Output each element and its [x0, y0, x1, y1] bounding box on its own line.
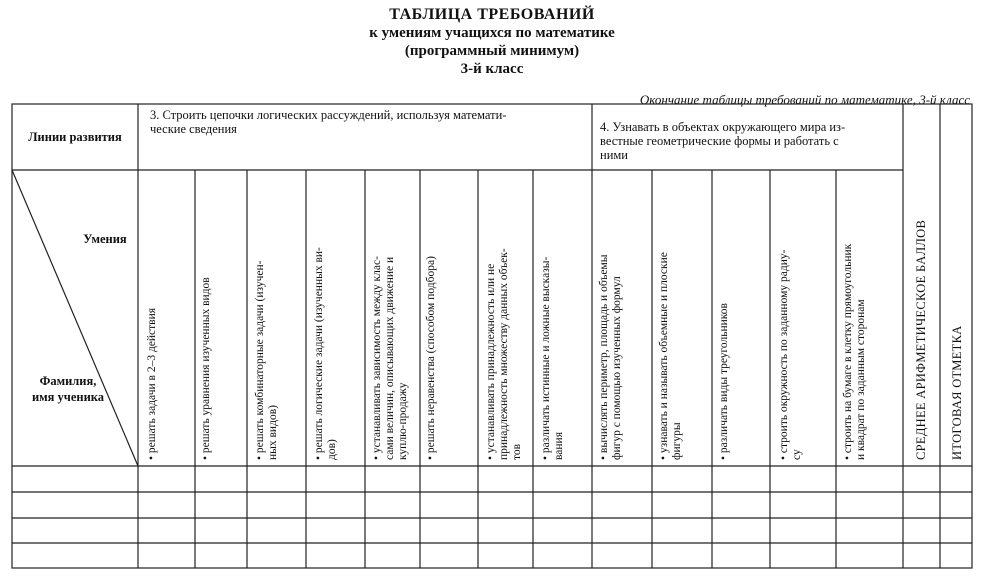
skill-column-4-2	[658, 252, 684, 460]
skill-column-4-1	[598, 255, 624, 460]
score-cell[interactable]	[479, 493, 532, 517]
skill-column-3-6	[425, 256, 438, 460]
score-cell[interactable]	[307, 519, 364, 542]
page-subtitle: к умениям учащихся по математике	[369, 25, 615, 41]
score-cell[interactable]	[366, 519, 419, 542]
average-score-column-label: СРЕДНЕЕ АРИФМЕТИЧЕСКОЕ БАЛЛОВ	[914, 219, 928, 460]
score-cell[interactable]	[196, 519, 246, 542]
score-cell[interactable]	[653, 544, 711, 567]
score-cell[interactable]	[479, 467, 532, 491]
score-cell[interactable]	[653, 467, 711, 491]
score-cell[interactable]	[196, 544, 246, 567]
skill-text-line: куплю-продажу	[397, 382, 409, 460]
score-cell[interactable]	[248, 493, 305, 517]
score-cell[interactable]	[248, 519, 305, 542]
score-cell[interactable]	[534, 493, 591, 517]
skill-text-line: • устанавливать зависимость между клас-	[371, 256, 383, 460]
score-cell[interactable]	[904, 519, 939, 542]
page-subtitle-program: (программный минимум)	[404, 43, 580, 59]
score-cell[interactable]	[421, 544, 477, 567]
score-cell[interactable]	[941, 493, 971, 517]
student-name-label-1: Фамилия,	[39, 374, 97, 388]
score-cell[interactable]	[837, 519, 902, 542]
score-cell[interactable]	[366, 467, 419, 491]
score-cell[interactable]	[421, 519, 477, 542]
group-4-header-line3: ними	[600, 148, 628, 162]
score-cell[interactable]	[307, 544, 364, 567]
skill-text-line: • устанавливать принадлежность или не	[485, 263, 497, 460]
skill-text-line: сами величин, описывающих движение и	[384, 256, 396, 460]
score-cell[interactable]	[593, 519, 651, 542]
student-name-cell[interactable]	[13, 519, 137, 542]
group-3-header	[150, 108, 590, 136]
skill-text-line: • решать задачи в 2–3 действия	[146, 307, 158, 460]
score-cell[interactable]	[421, 467, 477, 491]
skill-text-line: • различать виды треугольников	[718, 303, 730, 460]
score-cell[interactable]	[771, 493, 835, 517]
skill-text-line: • решать логические задачи (изученных ви-	[313, 247, 325, 460]
score-cell[interactable]	[139, 544, 194, 567]
score-cell[interactable]	[771, 544, 835, 567]
page-title: ТАБЛИЦА ТРЕБОВАНИЙ	[389, 6, 595, 23]
group-4-header-line2: вестные геометрические формы и работать с	[600, 134, 839, 148]
skill-text-line: • различать истинные и ложные высказы-	[540, 256, 552, 460]
skill-column-4-3	[718, 303, 731, 460]
score-cell[interactable]	[593, 467, 651, 491]
skill-text-line: дов)	[326, 439, 338, 460]
score-cell[interactable]	[248, 467, 305, 491]
skills-label: Умения	[83, 232, 127, 246]
score-cell[interactable]	[941, 544, 971, 567]
skill-column-4-5	[842, 244, 868, 460]
group-4-header	[600, 120, 900, 162]
skill-column-3-5	[371, 256, 410, 460]
score-cell[interactable]	[593, 544, 651, 567]
skill-text-line: вания	[553, 432, 565, 460]
skill-text-line: • строить окружность по заданному радиу-	[778, 249, 790, 460]
score-cell[interactable]	[139, 519, 194, 542]
skill-text-line: • вычислять периметр, площадь и объемы	[598, 254, 610, 460]
score-cell[interactable]	[593, 493, 651, 517]
student-name-cell[interactable]	[13, 493, 137, 517]
score-cell[interactable]	[421, 493, 477, 517]
score-cell[interactable]	[139, 467, 194, 491]
score-cell[interactable]	[479, 544, 532, 567]
score-cell[interactable]	[307, 493, 364, 517]
score-cell[interactable]	[941, 519, 971, 542]
score-cell[interactable]	[837, 544, 902, 567]
skill-column-4-4	[778, 250, 804, 460]
score-cell[interactable]	[713, 544, 769, 567]
score-cell[interactable]	[479, 519, 532, 542]
skill-text-line: фигур с помощью изученных формул	[611, 276, 623, 460]
skill-text-line: и квадрат по заданным сторонам	[855, 299, 867, 460]
skill-text-line: тов	[511, 443, 523, 460]
score-cell[interactable]	[366, 544, 419, 567]
score-cell[interactable]	[653, 493, 711, 517]
skill-column-3-3	[254, 261, 280, 460]
skill-text-line: фигуры	[671, 422, 683, 460]
student-name-cell[interactable]	[13, 467, 137, 491]
score-cell[interactable]	[248, 544, 305, 567]
skill-text-line: су	[791, 449, 803, 460]
skill-column-3-8	[540, 257, 566, 460]
skill-text-line: ных видов)	[267, 405, 279, 460]
score-cell[interactable]	[653, 519, 711, 542]
student-name-cell[interactable]	[13, 544, 137, 567]
score-cell[interactable]	[713, 519, 769, 542]
score-cell[interactable]	[837, 493, 902, 517]
group-3-header-line1: 3. Строить цепочки логических рассуждений, используя математи-	[150, 108, 507, 122]
group-3-header-line2: ческие сведения	[150, 122, 237, 136]
score-cell[interactable]	[139, 493, 194, 517]
score-cell[interactable]	[196, 493, 246, 517]
skill-text-line: принадлежность множеству данных объек-	[498, 248, 510, 460]
grade-label: 3-й класс	[460, 61, 524, 77]
score-cell[interactable]	[196, 467, 246, 491]
score-cell[interactable]	[534, 467, 591, 491]
score-cell[interactable]	[837, 467, 902, 491]
score-cell[interactable]	[904, 467, 939, 491]
score-cell[interactable]	[941, 467, 971, 491]
skill-text-line: • решать уравнения изученных видов	[200, 277, 212, 460]
score-cell[interactable]	[904, 493, 939, 517]
skill-column-3-7	[485, 248, 524, 460]
group-4-header-line1: 4. Узнавать в объектах окружающего мира из-	[600, 120, 846, 134]
lines-of-development-label: Линии развития	[28, 130, 122, 144]
skill-text-line: • строить на бумаге в клетку прямоугольник	[842, 243, 854, 460]
score-cell[interactable]	[534, 519, 591, 542]
score-cell[interactable]	[534, 544, 591, 567]
score-cell[interactable]	[771, 519, 835, 542]
score-cell[interactable]	[366, 493, 419, 517]
skill-text-line: • узнавать и называть объемные и плоские	[658, 252, 670, 460]
continuation-note: Окончание таблицы требований по математике, 3-й класс	[639, 92, 970, 107]
score-cell[interactable]	[713, 467, 769, 491]
skill-column-3-2	[200, 277, 213, 460]
skill-text-line: • решать неравенства (способом подбора)	[425, 256, 437, 460]
score-cell[interactable]	[904, 544, 939, 567]
student-name-label-2: имя ученика	[31, 390, 105, 404]
score-cell[interactable]	[713, 493, 769, 517]
skill-column-3-1	[146, 308, 159, 460]
score-cell[interactable]	[307, 467, 364, 491]
skill-column-3-4	[313, 247, 339, 460]
skill-text-line: • решать комбинаторные задачи (изучен-	[254, 260, 266, 460]
final-grade-column-label: ИТОГОВАЯ ОТМЕТКА	[950, 325, 964, 460]
score-cell[interactable]	[771, 467, 835, 491]
